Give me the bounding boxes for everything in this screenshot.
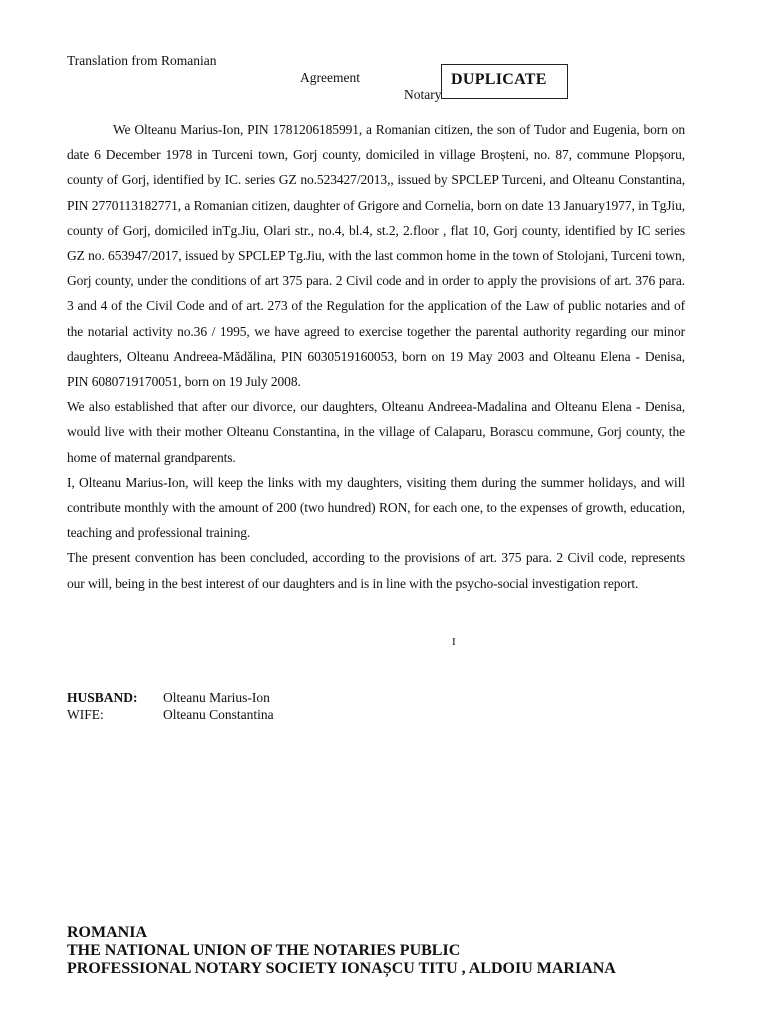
footer-country: ROMANIA: [67, 924, 147, 941]
agreement-body: [67, 117, 685, 596]
husband-name: Olteanu Marius-Ion: [163, 690, 270, 705]
husband-label: HUSBAND:: [67, 690, 138, 705]
duplicate-stamp-text: DUPLICATE: [451, 71, 547, 88]
paragraph-visitation: I, Olteanu Marius-Ion, will keep the links with my daughters, visiting them during the summer holidays, and will contribute monthly with the amount of 200 (two hundred) RON, for each one, to the expenses of growth, education, teaching and professional training.: [67, 474, 685, 541]
document-title: Agreement: [300, 70, 360, 85]
paragraph-parties: We Olteanu Marius-Ion, PIN 1781206185991, a Romanian citizen, the son of Tudor and Eugenia, born on date 6 December 1978 in Turceni town, Gorj county, domiciled in village Broșteni, no. 87, commune Plopșoru, county of Gorj, identified by IC. series GZ no.523427/2013,, issued by SPCLEP Turceni, and Olteanu Constantina, PIN 2770113182771, a Romanian citizen, daughter of Grigore and Cornelia, born on date 13 January1977, in TgJiu, county of Gorj, domiciled inTg.Jiu, Olari str., no.4, bl.4, st.2, 2.floor , flat 10, Gorj county, identified by IC series GZ no. 653947/2017, issued by SPCLEP Tg.Jiu, with the last common home in the town of Stolojani, Turceni town, Gorj county, under the conditions of art 375 para. 2 Civil code and in order to apply the provisions of art. 376 para. 3 and 4 of the Civil Code and of art. 273 of the Regulation for the application of the Law of public notaries and of the notarial activity no.36 / 1995, we have agreed to exercise together the parental authority regarding our minor daughters, Olteanu Andreea-Mădălina, PIN 6030519160053, born on 19 May 2003 and Olteanu Elena - Denisa, PIN 6080719170051, born on 19 July 2008.: [67, 122, 685, 390]
paragraph-residence: We also established that after our divorce, our daughters, Olteanu Andreea-Madalina and Olteanu Elena - Denisa, would live with their mother Olteanu Constantina, in the village of Calaparu, Borascu commune, Gorj county, the home of maternal grandparents.: [67, 399, 685, 465]
wife-signature-row: [67, 706, 274, 723]
wife-name: Olteanu Constantina: [163, 707, 274, 722]
notary-footer: [67, 924, 616, 978]
footer-union: THE NATIONAL UNION OF THE NOTARIES PUBLIC: [67, 942, 461, 959]
wife-label: WIFE:: [67, 707, 104, 722]
footer-society: PROFESSIONAL NOTARY SOCIETY IONAȘCU TITU , ALDOIU MARIANA: [67, 960, 616, 977]
translation-note: Translation from Romanian: [67, 53, 217, 68]
signature-block: [67, 689, 274, 723]
notary-label: Notary: [404, 87, 442, 102]
stray-mark: I: [452, 636, 456, 648]
duplicate-stamp: [441, 64, 568, 99]
paragraph-conclusion: The present convention has been concluded, according to the provisions of art. 375 para. 2 Civil code, represents our will, being in the best interest of our daughters and is in line with the psycho-social investigation report.: [67, 550, 685, 591]
husband-signature-row: [67, 689, 274, 706]
